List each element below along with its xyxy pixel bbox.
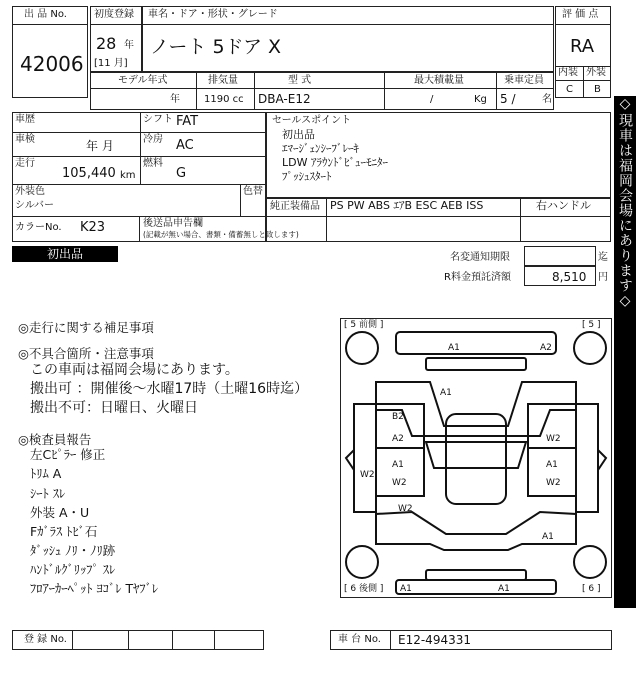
chassis-label: 車 台 No. [338, 634, 381, 645]
car-outline [340, 318, 612, 598]
sales-point-4: ﾌﾟｯｼｭｽﾀｰﾄ [282, 170, 332, 183]
equipment-label: 純正装備品 [270, 201, 320, 212]
model-year-unit: 年 [170, 94, 180, 105]
damage-right-front-w2: W2 [546, 434, 561, 444]
defect-line-1: この車両は福岡会場にあります。 [30, 362, 239, 378]
recycle-label: R料金預託済額 [444, 272, 511, 283]
inspector-line-2: ﾄﾘﾑ A [30, 466, 62, 481]
first-registration-year-unit: 年 [124, 40, 134, 51]
sales-point-2: ｴﾏｰｼﾞｪﾝｼｰﾌﾞﾚｰｷ [282, 142, 359, 155]
corner-bottom-right: [ 6 ] [582, 584, 601, 594]
mileage-unit: km [120, 170, 136, 181]
damage-left-rear-a1: A1 [392, 460, 404, 470]
ac-label: 冷房 [143, 134, 163, 145]
mileage-value: 105,440 [62, 166, 116, 181]
recycle-value: 8,510 [552, 270, 587, 284]
damage-rear-right-a1: A1 [542, 532, 554, 542]
chassis-no: E12-494331 [398, 633, 471, 647]
exterior-label: 外装 [586, 67, 606, 78]
defect-line-3: 搬出不可：日曜日、火曜日 [30, 400, 198, 416]
history-label: 車歴 [15, 114, 35, 125]
defects-title: ◎不具合箇所・注意事項 [18, 346, 154, 361]
damage-hood-a1: A1 [440, 388, 452, 398]
aftermarket-label: 後送品申告欄 [143, 218, 203, 229]
location-banner [614, 96, 636, 608]
fuel-value: G [176, 166, 187, 181]
inspection-label: 車検 [15, 134, 35, 145]
name-change-box [524, 246, 596, 266]
interior-label: 内装 [558, 67, 578, 78]
inspector-line-1: 左Cﾋﾟﾗｰ 修正 [30, 447, 106, 462]
first-listing-badge: 初出品 [12, 246, 118, 262]
inspector-line-7: ﾊﾝﾄﾞﾙｸﾞﾘｯﾌﾟ ｽﾚ [30, 562, 116, 577]
damage-rear-left-w2: W2 [398, 504, 413, 514]
mileage-label: 走行 [15, 158, 35, 169]
fuel-label: 燃料 [143, 158, 163, 169]
recycle-unit: 円 [598, 272, 608, 283]
score-label: 評 価 点 [562, 9, 599, 20]
damage-right-rear-a1: A1 [546, 460, 558, 470]
lot-number: 42006 [20, 52, 84, 76]
supplement-title: ◎走行に関する補足事項 [18, 320, 154, 335]
displacement-value: 1190 cc [204, 94, 244, 105]
name-change-label: 名変通知期限 [450, 252, 510, 263]
location-banner-text: ◇現車は福岡会場にあります◇ [617, 96, 633, 310]
name-change-suffix: 迄 [598, 252, 608, 263]
max-load-label: 最大積載量 [414, 75, 464, 86]
damage-left-front-a2: A2 [392, 434, 404, 444]
car-name: ノート 5ドア X [150, 36, 282, 58]
damage-rear-bumper-a1-left: A1 [400, 584, 412, 594]
car-name-label: 車名・ドア・形状・グレード [148, 9, 278, 20]
inspection-value: 年 月 [86, 139, 114, 153]
inspector-line-8: ﾌﾛｱｰｶｰﾍﾟｯﾄ ﾖｺﾞﾚ Tﾔﾌﾞﾚ [30, 581, 159, 596]
aftermarket-note: (記載が無い場合、書類・備蓄無しと致します) [143, 230, 299, 239]
color-no-value: K23 [80, 220, 106, 235]
max-load-unit: Kg [474, 94, 487, 105]
type-label: 型 式 [288, 75, 312, 86]
sales-points-label: セールスポイント [272, 115, 352, 126]
damage-rear-bumper-a1-right: A1 [498, 584, 510, 594]
damage-front-bumper-a2: A2 [540, 343, 552, 353]
corner-top-right: [ 5 ] [582, 320, 601, 330]
exterior-grade: B [594, 84, 601, 95]
corner-bottom-left: [ 6 後側 ] [344, 584, 384, 594]
capacity-unit: 名 [542, 94, 552, 105]
displacement-label: 排気量 [208, 75, 238, 86]
handle-value: 右ハンドル [536, 199, 591, 212]
damage-left-front-b2: B2 [392, 412, 404, 422]
ext-color-label: 外装色 [15, 186, 45, 197]
first-registration-label: 初度登録 [94, 9, 134, 20]
sales-point-1: 初出品 [282, 128, 315, 141]
damage-right-rear-w2: W2 [546, 478, 561, 488]
corner-top-left: [ 5 前側 ] [344, 320, 384, 330]
ext-color-value: シルバー [15, 200, 55, 211]
equipment-value: PS PW ABS ｴｱB ESC AEB ISS [330, 199, 484, 212]
type-value: DBA-E12 [258, 92, 311, 106]
model-year-label: モデル年式 [118, 75, 168, 86]
first-registration-year: 28 [96, 34, 117, 53]
inspector-line-6: ﾀﾞｯｼｭ ﾉﾘ・ﾉﾘ跡 [30, 543, 116, 558]
capacity-value: 5 / [500, 92, 516, 106]
reg-no-label: 登 録 No. [24, 634, 67, 645]
interior-grade: C [566, 84, 573, 95]
defect-line-2: 搬出可 ：開催後～水曜17時（土曜16時迄） [30, 381, 309, 397]
inspector-line-3: ｼｰﾄ ｽﾚ [30, 486, 66, 501]
ac-value: AC [176, 138, 194, 153]
first-registration-month: [11 月] [94, 58, 128, 69]
shift-label: シフト [143, 114, 173, 125]
damage-front-bumper-a1: A1 [448, 343, 460, 353]
max-load-sep: / [430, 94, 434, 105]
inspector-title: ◎検査員報告 [18, 432, 92, 447]
score: RA [570, 36, 595, 57]
color-change-label: 色替 [243, 186, 263, 197]
sales-point-3: LDW ｱﾗｳﾝﾄﾞﾋﾞｭｰﾓﾆﾀｰ [282, 156, 388, 169]
damage-left-side-w2: W2 [360, 470, 375, 480]
shift-value: FAT [176, 114, 199, 129]
capacity-label: 乗車定員 [504, 75, 544, 86]
inspector-line-5: Fｶﾞﾗｽ ﾄﾋﾞ石 [30, 524, 98, 539]
damage-left-rear-w2: W2 [392, 478, 407, 488]
color-no-label: カラーNo. [15, 222, 62, 233]
lot-number-label: 出 品 No. [24, 9, 67, 20]
inspector-line-4: 外装 A・U [30, 505, 90, 520]
